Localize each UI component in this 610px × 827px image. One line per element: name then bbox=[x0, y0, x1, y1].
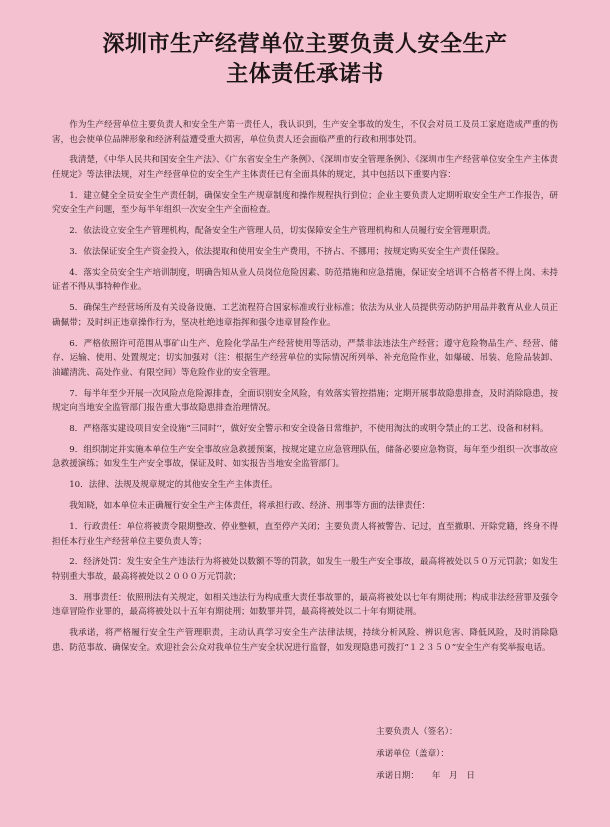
paragraph-item-8: 8．严格落实建设项目安全设施“三同时’’，做好安全警示和安全设备日常维护，不使用淘汰的或明令禁止的工艺、设备和材料。 bbox=[69, 424, 549, 435]
paragraph-item-5: 5．确保生产经营场所及有关设备设施、工艺流程符合国家标准或行业标准；依法为从业人员提供劳动防护用品并教育从业人员正确佩带；及时纠正违章操作行为，坚决杜绝违章指挥和强令违章冒险作业。 bbox=[52, 303, 558, 328]
commitment-date-label: 承诺日期： 年 月 日 bbox=[376, 771, 475, 781]
title-line-1: 深圳市生产经营单位主要负责人安全生产 bbox=[102, 32, 508, 57]
paragraph-item-4: 4．落实全员安全生产培训制度，明确告知从业人员岗位危险因素、防范措施和应急措施，保证安全培训不合格者不得上岗、未持证者不得从事特种作业。 bbox=[52, 267, 558, 293]
paragraph-liability-intro: 我知晓，如本单位未正确履行安全生产主体责任，将承担行政、经济、刑事等方面的法律责任： bbox=[69, 501, 431, 512]
paragraph-liability-criminal: 3．刑事责任：依照刑法有关规定，如相关违法行为构成重大责任事故罪的，最高将被处以七年有期徒刑；构成非法经营罪及强令违章冒险作业罪的，最高将被处以十五年有期徒刑；如数罪并罚，最高将被处以二十年有期徒刑。 bbox=[52, 592, 558, 618]
paragraph-intro: 作为生产经营单位主要负责人和安全生产第一责任人，我认识到，生产安全事故的发生，不仅会对员工及员工家庭造成严重的伤害，也会使单位品牌形象和经济利益遭受重大损害，单位负责人还会面临严重的行政和刑事处罚。 bbox=[52, 120, 558, 145]
document-title bbox=[52, 30, 558, 90]
paragraph-item-10: 10．法律、法规及规章规定的其他安全生产主体责任。 bbox=[69, 480, 278, 491]
paragraph-item-7: 7．每半年至少开展一次风险点危险源排查，全面识别安全风险，有效落实管控措施；定期开展事故隐患排查，及时消除隐患，按规定向当地安全监管部门报告重大事故隐患排查治理情况。 bbox=[52, 388, 558, 414]
paragraph-laws: 我清楚，《中华人民共和国安全生产法》、《广东省安全生产条例》、《深圳市安全管理条例》、《深圳市生产经营单位安全生产主体责任规定》等法律法规，对生产经营单位的安全生产主体责任已有全面具体的规定，其中包括以下重要内容： bbox=[52, 155, 558, 180]
paragraph-item-2: 2．依法设立安全生产管理机构，配备安全生产管理人员，切实保障安全生产管理机构和人员履行安全管理职责。 bbox=[69, 226, 496, 237]
title-line-2: 主体责任承诺书 bbox=[226, 62, 384, 87]
paragraph-liability-economic: 2．经济处罚：发生安全生产违法行为将被处以数额不等的罚款，如发生一般生产安全事故，最高将被处以５０万元罚款；如发生特别重大事故，最高将被处以２０００万元罚款； bbox=[52, 557, 558, 582]
paragraph-commitment: 我承诺，将严格履行安全生产管理职责，主动认真学习安全生产法律法规，持续分析风险、辨识危害、降低风险，及时消除隐患、防范事故、确保安全。欢迎社会公众对我单位生产安全状况进行监督，如发现隐患可拨打“１２３５０”安全生产有奖举报电话。 bbox=[52, 628, 558, 653]
signature-block bbox=[376, 721, 475, 787]
paragraph-item-3: 3．依法保证安全生产资金投入，依法提取和使用安全生产费用，不挤占、不挪用；按规定购买安全生产责任保险。 bbox=[69, 247, 505, 258]
document-body bbox=[52, 30, 558, 662]
paragraph-item-1: 1．建立健全全员安全生产责任制，确保安全生产规章制度和操作规程执行到位；企业主要负责人定期听取安全生产工作报告，研究安全生产问题，至少每半年组织一次安全生产全面检查。 bbox=[52, 190, 558, 216]
paragraph-item-6: 6．严格依照许可范围从事矿山生产、危险化学品生产经营使用等活动，严禁非法违法生产经营；遵守危险物品生产、经营、储存、运输、使用、处置规定；切实加强对（注：根据生产经营单位的实际情况所列举、补充危险作业，如爆破、吊装、危险品装卸、油罐清洗、高处作业、有限空间）等危险作业的安全管理。 bbox=[52, 338, 558, 378]
paragraph-liability-administrative: 1．行政责任：单位将被责令限期整改、停业整顿，直至停产关闭；主要负责人将被警告、记过，直至撤职、开除党籍，终身不得担任本行业生产经营单位主要负责人等； bbox=[52, 522, 558, 547]
signer-label: 主要负责人（签名）： bbox=[376, 727, 458, 737]
paragraph-item-9: 9．组织制定并实施本单位生产安全事故应急救援预案，按规定建立应急管理队伍，储备必要应急物资，每年至少组织一次事故应急救援演练；如发生生产安全事故，保证及时、如实报告当地安全监管部门。 bbox=[52, 444, 558, 470]
unit-seal-label: 承诺单位（盖章）： bbox=[376, 749, 450, 759]
